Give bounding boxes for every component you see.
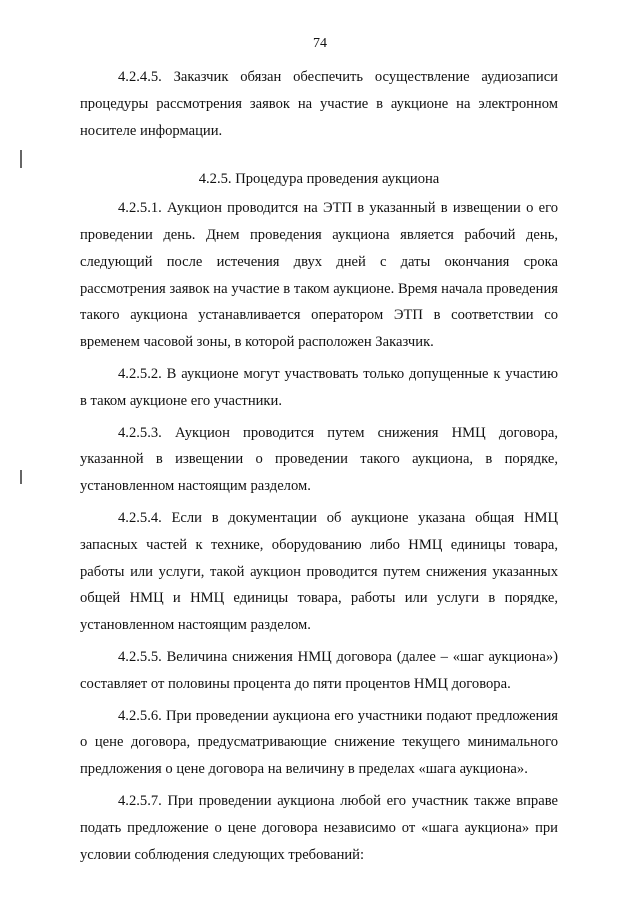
paragraph-text: При проведении аукциона любой его участник также вправе подать предложение о цене договора независимо от «шага аукциона» при условии соблюдения следующих требований: [80, 792, 558, 863]
paragraph-text: Аукцион проводится на ЭТП в указанный в извещении о его проведении день. Днем проведения аукциона является рабочий день, следующий после истечения двух дней с даты окончания срока рассмотрения заявок на участие в таком аукционе. Время начала проведения такого аукциона устанавливается оператором ЭТП в соответствии со временем часовой зоны, в которой расположен Заказчик. [80, 200, 558, 351]
paragraph-text: В аукционе могут участвовать только допущенные к участию в таком аукционе его участники. [80, 365, 558, 409]
paragraph-4-2-5-6 [80, 703, 558, 783]
paragraph-number: 4.2.5.6. [118, 707, 162, 724]
paragraph-number: 4.2.5.2. [118, 365, 162, 382]
paragraph-4-2-5-4 [80, 505, 558, 639]
paragraph-number: 4.2.4.5. [118, 69, 162, 85]
document-body [80, 64, 558, 873]
paragraph-4-2-5-1 [80, 195, 558, 356]
paragraph-number: 4.2.5.7. [118, 792, 162, 809]
scan-edge-mark [20, 150, 22, 168]
paragraph-4-2-5-7 [80, 788, 558, 868]
paragraph-number: 4.2.5.3. [118, 424, 162, 441]
paragraph-text: Величина снижения НМЦ договора (далее – «шаг аукциона») составляет от половины процента до пяти процентов НМЦ договора. [80, 648, 558, 692]
paragraph-4-2-5-5 [80, 644, 558, 698]
section-heading: 4.2.5. Процедура проведения аукциона [198, 171, 440, 188]
paragraph-number: 4.2.5.1. [118, 200, 162, 217]
paragraph-4-2-5-2 [80, 361, 558, 415]
paragraph-number: 4.2.5.4. [118, 509, 162, 526]
paragraph-text: Аукцион проводится путем снижения НМЦ договора, указанной в извещении о проведении такого аукциона, в порядке, установленном настоящим разделом. [80, 424, 558, 495]
paragraph-text: При проведении аукциона его участники подают предложения о цене договора, предусматривающие снижение текущего минимального предложения о цене договора на величину в пределах «шага аукциона». [80, 707, 558, 778]
paragraph-text: Заказчик обязан обеспечить осуществление аудиозаписи процедуры рассмотрения заявок на участие в аукционе на электронном носителе информации. [80, 69, 558, 139]
page-number: 74 [313, 36, 327, 51]
paragraph-4-2-5-3 [80, 420, 558, 500]
scan-edge-mark [20, 470, 22, 484]
paragraph-number: 4.2.5.5. [118, 648, 162, 665]
paragraph-text: Если в документации об аукционе указана общая НМЦ запасных частей к технике, оборудованию либо НМЦ единицы товара, работы или услуги, такой аукцион проводится путем снижения указанных общей НМЦ и НМЦ единицы товара, работы или услуги в порядке, установленном настоящим разделом. [80, 509, 558, 634]
paragraph-4-2-4-5 [80, 64, 558, 144]
